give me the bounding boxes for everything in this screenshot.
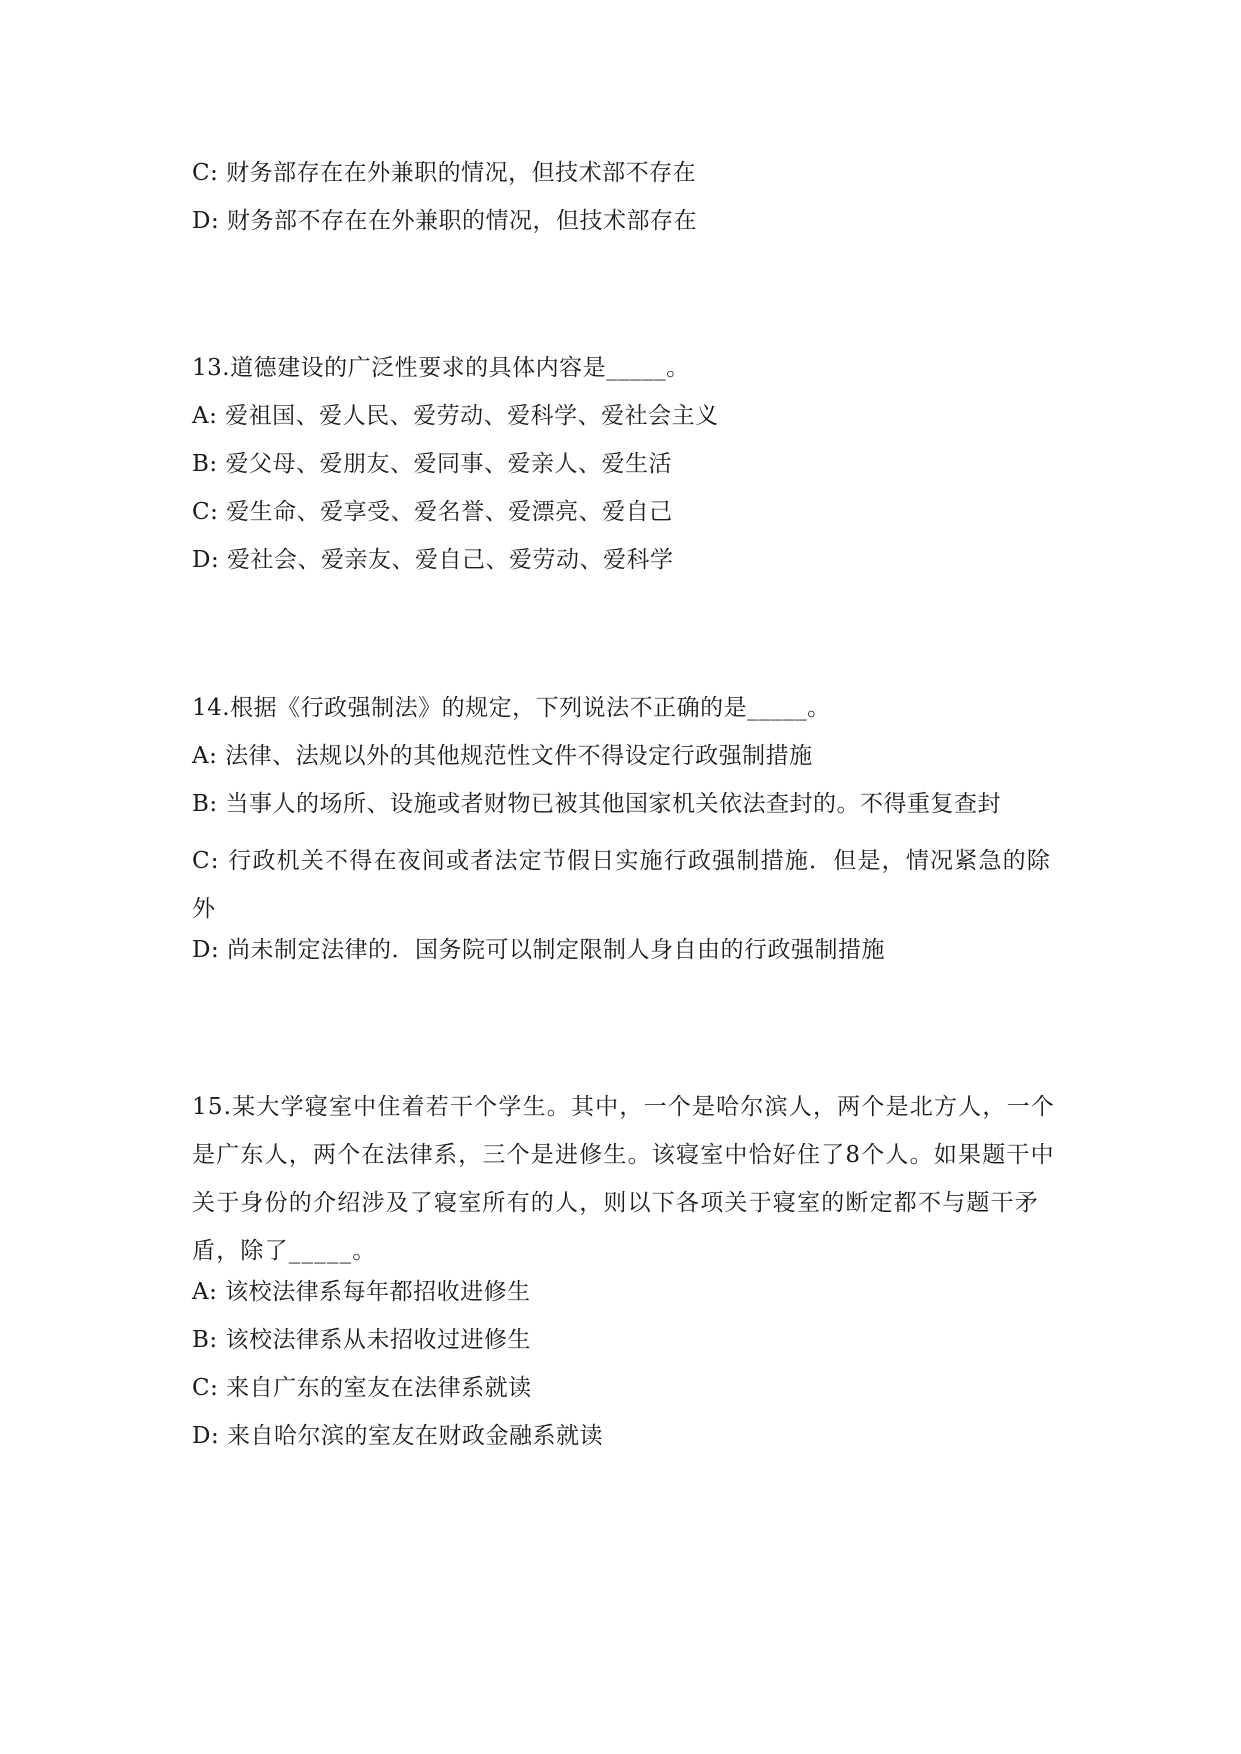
q13-option-c: C: 爱生命、爱享受、爱名誉、爱漂亮、爱自己 (192, 499, 673, 525)
q15-stem: 15.某大学寝室中住着若干个学生。其中，一个是哈尔滨人，两个是北方人，一个是广东人，两个在法律系，三个是进修生。该寝室中恰好住了8个人。如果题干中关于身份的介绍涉及了寝室所有的人，则以下各项关于寝室的断定都不与题干矛盾，除了_____。 (192, 1094, 1055, 1264)
q14-option-b: B: 当事人的场所、设施或者财物已被其他国家机关依法查封的。不得重复查封 (192, 791, 1001, 817)
q14-option-d: D: 尚未制定法律的．国务院可以制定限制人身自由的行政强制措施 (192, 937, 886, 963)
q13-option-b: B: 爱父母、爱朋友、爱同事、爱亲人、爱生活 (192, 451, 672, 477)
q15-option-b: B: 该校法律系从未招收过进修生 (192, 1327, 531, 1353)
q14-option-c: C: 行政机关不得在夜间或者法定节假日实施行政强制措施．但是，情况紧急的除外 (192, 848, 1052, 922)
q13-stem: 13.道德建设的广泛性要求的具体内容是_____。 (192, 355, 690, 381)
q13-option-d: D: 爱社会、爱亲友、爱自己、爱劳动、爱科学 (192, 547, 674, 573)
q14-option-a: A: 法律、法规以外的其他规范性文件不得设定行政强制措施 (192, 743, 813, 769)
q14-stem: 14.根据《行政强制法》的规定，下列说法不正确的是_____。 (192, 695, 831, 721)
q13-option-a: A: 爱祖国、爱人民、爱劳动、爱科学、爱社会主义 (192, 403, 719, 429)
q15-option-c: C: 来自广东的室友在法律系就读 (192, 1375, 532, 1401)
q15-option-a: A: 该校法律系每年都招收进修生 (192, 1279, 531, 1305)
q12-option-d: D: 财务部不存在在外兼职的情况，但技术部存在 (192, 208, 698, 234)
q15-option-d: D: 来自哈尔滨的室友在财政金融系就读 (192, 1423, 604, 1449)
q12-option-c: C: 财务部存在在外兼职的情况，但技术部不存在 (192, 160, 697, 186)
